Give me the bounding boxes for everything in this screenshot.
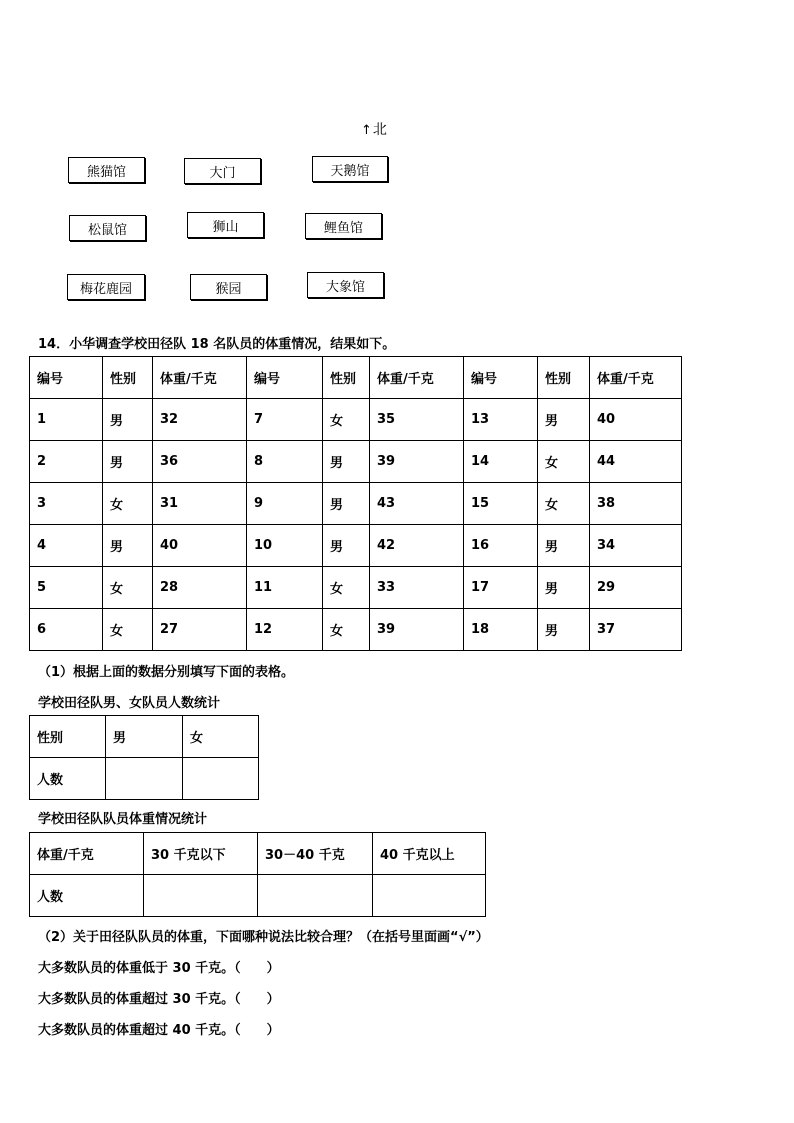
table-cell: 39 (370, 441, 464, 483)
map-place-deer: 梅花鹿园 (67, 274, 145, 300)
table-cell: 女 (323, 399, 370, 441)
table-cell: 男 (323, 441, 370, 483)
map-place-panda: 熊猫馆 (68, 157, 145, 183)
table-cell: 32 (153, 399, 247, 441)
table-cell: 18 (464, 609, 538, 651)
table-cell: 10 (247, 525, 323, 567)
map-place-gate: 大门 (184, 158, 261, 184)
table-cell: 1 (30, 399, 103, 441)
map-place-elephant: 大象馆 (307, 272, 384, 298)
table-header-row (30, 716, 259, 758)
map-place-carp: 鲤鱼馆 (305, 213, 382, 239)
table-cell: 女 (323, 567, 370, 609)
table-cell: 42 (370, 525, 464, 567)
table-cell: 33 (370, 567, 464, 609)
table-cell: 女 (103, 567, 153, 609)
table-cell: 男 (538, 399, 590, 441)
north-indicator (361, 119, 387, 139)
option-1[interactable]: 大多数队员的体重低于 30 千克。（ ） (38, 961, 280, 976)
option-3[interactable]: 大多数队员的体重超过 40 千克。（ ） (38, 1023, 280, 1038)
table-row (30, 875, 486, 917)
table-cell: 14 (464, 441, 538, 483)
header-cell: 女 (183, 716, 259, 758)
table-cell: 27 (153, 609, 247, 651)
table-cell: 男 (103, 399, 153, 441)
table-row (30, 758, 259, 800)
table-cell: 女 (538, 441, 590, 483)
table-cell: 男 (538, 609, 590, 651)
table-row (30, 567, 682, 609)
header-cell: 性别 (103, 357, 153, 399)
table-cell: 15 (464, 483, 538, 525)
table-cell: 40 (590, 399, 682, 441)
header-cell: 40 千克以上 (373, 833, 486, 875)
table-cell: 4 (30, 525, 103, 567)
answer-cell-female[interactable] (183, 758, 259, 800)
table-cell: 6 (30, 609, 103, 651)
table-cell: 9 (247, 483, 323, 525)
table-row (30, 525, 682, 567)
table-cell: 2 (30, 441, 103, 483)
table-cell: 女 (103, 609, 153, 651)
table-cell: 男 (323, 483, 370, 525)
header-cell: 30－40 千克 (258, 833, 373, 875)
table-cell: 12 (247, 609, 323, 651)
header-cell: 性别 (30, 716, 106, 758)
part-1-instruction: （1）根据上面的数据分别填写下面的表格。 (38, 665, 295, 680)
table-cell: 17 (464, 567, 538, 609)
header-cell: 编号 (464, 357, 538, 399)
answer-cell-male[interactable] (106, 758, 183, 800)
table-cell: 35 (370, 399, 464, 441)
table-cell: 43 (370, 483, 464, 525)
table-row (30, 441, 682, 483)
table-cell: 女 (538, 483, 590, 525)
row-label-cell: 人数 (30, 758, 106, 800)
map-place-lion-hill: 狮山 (187, 212, 264, 238)
table-cell: 29 (590, 567, 682, 609)
header-cell: 编号 (30, 357, 103, 399)
table-cell: 女 (103, 483, 153, 525)
table-cell: 男 (538, 525, 590, 567)
table-cell: 女 (323, 609, 370, 651)
weight-data-table (29, 356, 682, 651)
table-cell: 男 (323, 525, 370, 567)
header-cell: 男 (106, 716, 183, 758)
header-cell: 体重/千克 (153, 357, 247, 399)
table-cell: 34 (590, 525, 682, 567)
table-cell: 男 (103, 525, 153, 567)
table-cell: 38 (590, 483, 682, 525)
table-cell: 44 (590, 441, 682, 483)
gender-table-title: 学校田径队男、女队员人数统计 (38, 696, 221, 711)
option-2[interactable]: 大多数队员的体重超过 30 千克。（ ） (38, 992, 280, 1007)
table-cell: 40 (153, 525, 247, 567)
table-cell: 男 (103, 441, 153, 483)
header-cell: 体重/千克 (590, 357, 682, 399)
header-cell: 30 千克以下 (144, 833, 258, 875)
part-2-question: （2）关于田径队队员的体重，下面哪种说法比较合理？（在括号里面画“√”） (38, 930, 489, 945)
table-cell: 11 (247, 567, 323, 609)
table-cell: 13 (464, 399, 538, 441)
table-cell: 3 (30, 483, 103, 525)
table-cell: 7 (247, 399, 323, 441)
table-row (30, 483, 682, 525)
table-cell: 31 (153, 483, 247, 525)
weight-table-title: 学校田径队队员体重情况统计 (38, 812, 208, 827)
table-cell: 37 (590, 609, 682, 651)
header-cell: 体重/千克 (30, 833, 144, 875)
table-cell: 16 (464, 525, 538, 567)
map-place-swan: 天鹅馆 (312, 156, 388, 182)
table-cell: 男 (538, 567, 590, 609)
header-cell: 性别 (538, 357, 590, 399)
table-row (30, 399, 682, 441)
table-cell: 28 (153, 567, 247, 609)
header-cell: 性别 (323, 357, 370, 399)
north-arrow-icon: ↑ (361, 123, 372, 138)
table-cell: 36 (153, 441, 247, 483)
answer-cell-30-40[interactable] (258, 875, 373, 917)
table-header-row (30, 357, 682, 399)
table-cell: 5 (30, 567, 103, 609)
table-header-row (30, 833, 486, 875)
map-place-squirrel: 松鼠馆 (69, 215, 146, 241)
header-cell: 编号 (247, 357, 323, 399)
header-cell: 体重/千克 (370, 357, 464, 399)
table-row (30, 609, 682, 651)
gender-count-table (29, 715, 259, 800)
table-cell: 8 (247, 441, 323, 483)
table-cell: 39 (370, 609, 464, 651)
answer-cell-above-40[interactable] (373, 875, 486, 917)
row-label-cell: 人数 (30, 875, 144, 917)
map-place-monkey: 猴园 (190, 274, 267, 300)
north-label: 北 (372, 122, 387, 138)
weight-range-table (29, 832, 486, 917)
answer-cell-below-30[interactable] (144, 875, 258, 917)
question-14-title: 14．小华调查学校田径队 18 名队员的体重情况，结果如下。 (38, 337, 396, 352)
